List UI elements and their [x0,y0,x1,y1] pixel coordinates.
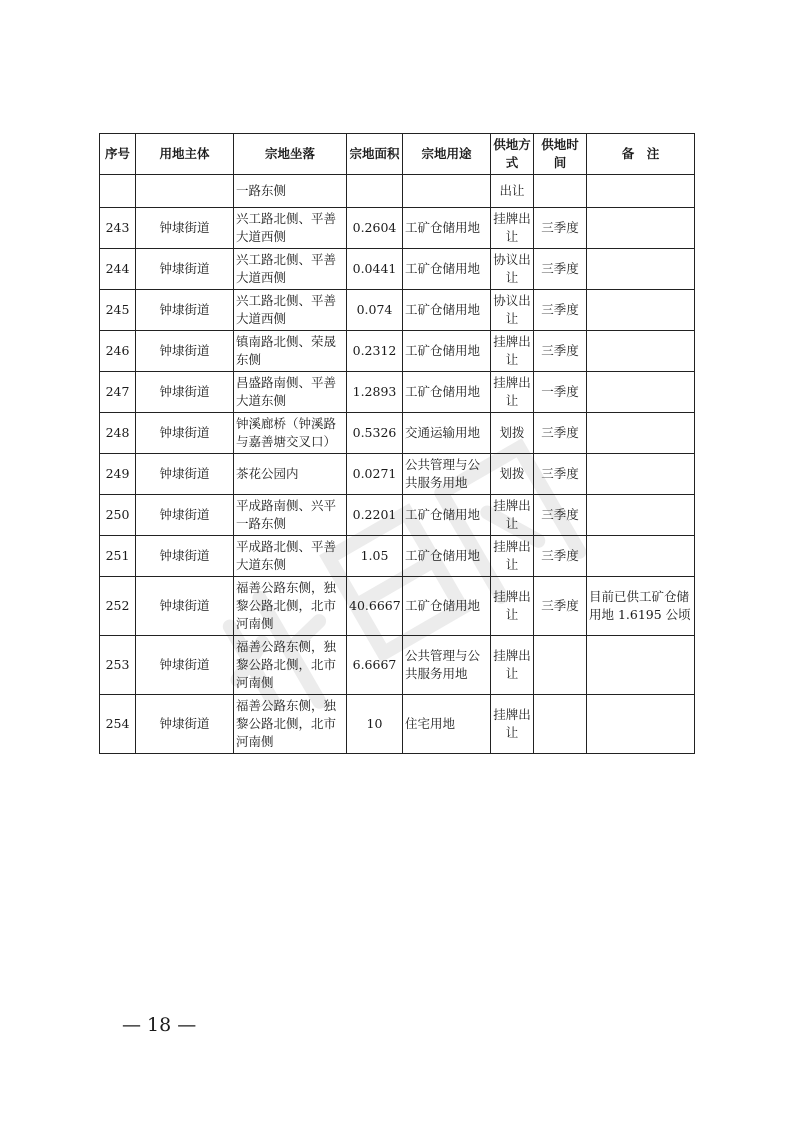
land-area-cell: 0.2201 [347,495,403,536]
row-number-cell: 243 [100,208,136,249]
land-use-cell: 公共管理与公共服务用地 [403,636,491,695]
header-note: 备 注 [587,134,695,175]
remark-cell [587,495,695,536]
remark-cell [587,454,695,495]
supply-time-cell: 三季度 [534,536,587,577]
row-number-cell: 250 [100,495,136,536]
supply-method-cell: 挂牌出让 [491,695,534,754]
land-use-cell: 工矿仓储用地 [403,372,491,413]
land-user-cell: 钟埭街道 [136,577,234,636]
supply-time-cell: 三季度 [534,290,587,331]
row-number-cell: 253 [100,636,136,695]
header-method: 供地方式 [491,134,534,175]
land-location-cell: 兴工路北侧、平善大道西侧 [234,249,347,290]
table-row [100,577,695,636]
land-user-cell: 钟埭街道 [136,372,234,413]
supply-method-cell: 挂牌出让 [491,536,534,577]
land-user-cell: 钟埭街道 [136,636,234,695]
land-area-cell: 0.2604 [347,208,403,249]
land-area-cell: 40.6667 [347,577,403,636]
supply-method-cell: 挂牌出让 [491,372,534,413]
land-use-cell: 工矿仓储用地 [403,577,491,636]
remark-cell [587,372,695,413]
table-row [100,249,695,290]
table-row [100,208,695,249]
land-location-cell: 昌盛路南侧、平善大道东侧 [234,372,347,413]
supply-method-cell: 协议出让 [491,290,534,331]
land-use-cell [403,175,491,208]
land-user-cell: 钟埭街道 [136,290,234,331]
land-location-cell: 一路东侧 [234,175,347,208]
header-use: 宗地用途 [403,134,491,175]
land-use-cell: 住宅用地 [403,695,491,754]
table-row [100,331,695,372]
remark-cell [587,249,695,290]
header-area: 宗地面积 [347,134,403,175]
land-area-cell [347,175,403,208]
land-use-cell: 公共管理与公共服务用地 [403,454,491,495]
supply-method-cell: 出让 [491,175,534,208]
supply-time-cell: 三季度 [534,454,587,495]
land-user-cell: 钟埭街道 [136,495,234,536]
supply-time-cell: 三季度 [534,249,587,290]
land-location-cell: 钟溪廊桥（钟溪路与嘉善塘交叉口） [234,413,347,454]
table-row [100,636,695,695]
table-row [100,454,695,495]
row-number-cell: 244 [100,249,136,290]
supply-method-cell: 挂牌出让 [491,636,534,695]
land-location-cell: 福善公路东侧，独黎公路北侧，北市河南侧 [234,695,347,754]
remark-cell: 目前已供工矿仓储用地 1.6195 公顷 [587,577,695,636]
remark-cell [587,290,695,331]
land-user-cell: 钟埭街道 [136,249,234,290]
land-area-cell: 0.0271 [347,454,403,495]
land-use-cell: 工矿仓储用地 [403,208,491,249]
supply-method-cell: 挂牌出让 [491,208,534,249]
supply-method-cell: 挂牌出让 [491,331,534,372]
supply-time-cell: 三季度 [534,208,587,249]
land-location-cell: 茶花公园内 [234,454,347,495]
table-row [100,536,695,577]
remark-cell [587,413,695,454]
supply-time-cell: 三季度 [534,413,587,454]
row-number-cell: 246 [100,331,136,372]
row-number-cell: 254 [100,695,136,754]
remark-cell [587,208,695,249]
header-no: 序号 [100,134,136,175]
supply-time-cell: 三季度 [534,331,587,372]
supply-time-cell: 一季度 [534,372,587,413]
header-entity: 用地主体 [136,134,234,175]
supply-time-cell: 三季度 [534,495,587,536]
remark-cell [587,536,695,577]
table-row [100,695,695,754]
land-use-cell: 工矿仓储用地 [403,290,491,331]
land-user-cell: 钟埭街道 [136,695,234,754]
supply-method-cell: 协议出让 [491,249,534,290]
land-area-cell: 0.5326 [347,413,403,454]
row-number-cell: 249 [100,454,136,495]
land-location-cell: 福善公路东侧，独黎公路北侧，北市河南侧 [234,636,347,695]
row-number-cell [100,175,136,208]
land-location-cell: 平成路南侧、兴平一路东侧 [234,495,347,536]
land-area-cell: 0.0441 [347,249,403,290]
land-area-cell: 0.2312 [347,331,403,372]
land-area-cell: 0.074 [347,290,403,331]
row-number-cell: 245 [100,290,136,331]
land-user-cell: 钟埭街道 [136,454,234,495]
header-time: 供地时间 [534,134,587,175]
land-use-cell: 工矿仓储用地 [403,331,491,372]
table-header-row [100,134,695,175]
remark-cell [587,636,695,695]
land-user-cell: 钟埭街道 [136,413,234,454]
land-location-cell: 兴工路北侧、平善大道西侧 [234,208,347,249]
remark-cell [587,695,695,754]
land-area-cell: 1.2893 [347,372,403,413]
land-supply-table [99,133,695,754]
supply-time-cell [534,636,587,695]
table-row [100,290,695,331]
land-use-cell: 工矿仓储用地 [403,536,491,577]
land-use-cell: 工矿仓储用地 [403,495,491,536]
land-area-cell: 10 [347,695,403,754]
land-location-cell: 兴工路北侧、平善大道西侧 [234,290,347,331]
row-number-cell: 252 [100,577,136,636]
supply-method-cell: 划拨 [491,413,534,454]
row-number-cell: 248 [100,413,136,454]
land-location-cell: 镇南路北侧、荣晟东侧 [234,331,347,372]
table-row [100,175,695,208]
page-number: — 18 — [122,1014,197,1036]
row-number-cell: 251 [100,536,136,577]
header-location: 宗地坐落 [234,134,347,175]
land-user-cell: 钟埭街道 [136,208,234,249]
land-user-cell [136,175,234,208]
supply-time-cell [534,175,587,208]
remark-cell [587,175,695,208]
supply-method-cell: 划拨 [491,454,534,495]
land-location-cell: 平成路北侧、平善大道东侧 [234,536,347,577]
remark-cell [587,331,695,372]
table-row [100,413,695,454]
land-area-cell: 6.6667 [347,636,403,695]
table-row [100,372,695,413]
supply-time-cell: 三季度 [534,577,587,636]
land-user-cell: 钟埭街道 [136,331,234,372]
supply-method-cell: 挂牌出让 [491,495,534,536]
supply-method-cell: 挂牌出让 [491,577,534,636]
land-use-cell: 交通运输用地 [403,413,491,454]
land-user-cell: 钟埭街道 [136,536,234,577]
land-area-cell: 1.05 [347,536,403,577]
supply-time-cell [534,695,587,754]
row-number-cell: 247 [100,372,136,413]
table-row [100,495,695,536]
land-location-cell: 福善公路东侧，独黎公路北侧，北市河南侧 [234,577,347,636]
land-use-cell: 工矿仓储用地 [403,249,491,290]
